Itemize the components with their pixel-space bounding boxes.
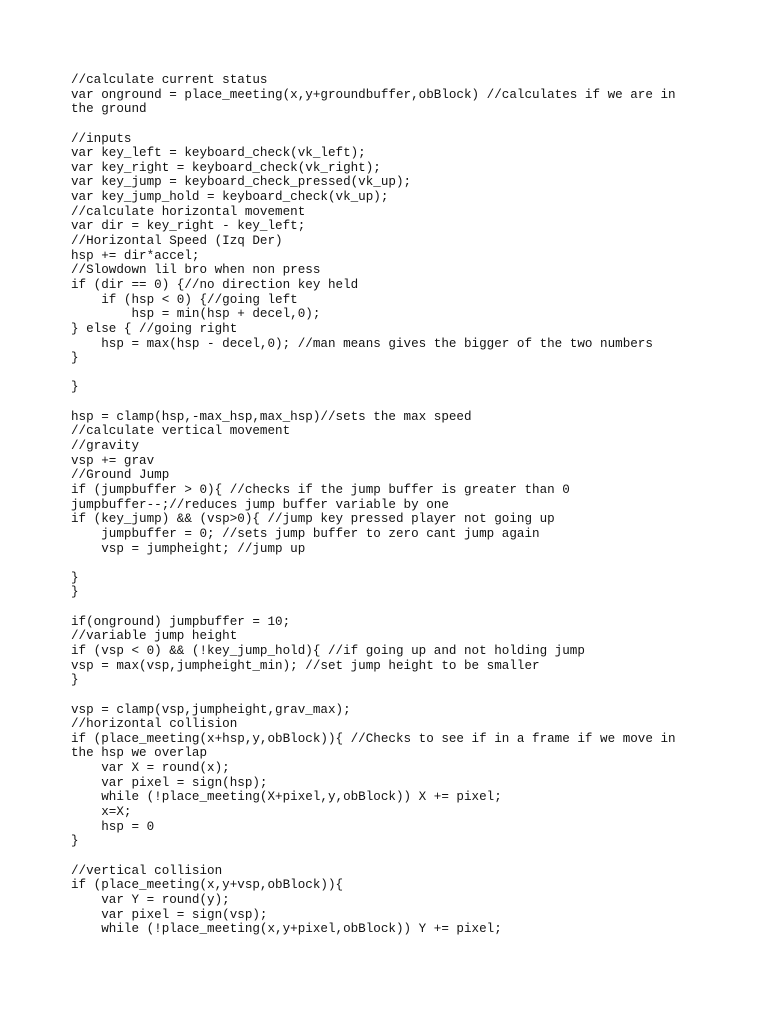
- code-line: var key_jump = keyboard_check_pressed(vk_up);: [71, 175, 412, 190]
- code-line: var pixel = sign(hsp);: [71, 775, 268, 790]
- code-line: //Horizontal Speed (Izq Der): [71, 234, 283, 249]
- code-line: while (!place_meeting(X+pixel,y,obBlock)) X += pixel;: [71, 790, 502, 805]
- code-line: [71, 849, 691, 864]
- code-line: //Slowdown lil bro when non press: [71, 263, 321, 278]
- code-line: if(onground) jumpbuffer = 10;: [71, 614, 291, 629]
- code-line: //horizontal collision: [71, 717, 238, 732]
- code-line: //vertical collision: [71, 863, 223, 878]
- code-line: [71, 688, 691, 703]
- code-listing: [71, 73, 691, 937]
- code-line: //calculate horizontal movement: [71, 204, 306, 219]
- code-line: }: [71, 351, 79, 366]
- code-line: hsp = max(hsp - decel,0); //man means gives the bigger of the two numbers: [71, 336, 653, 351]
- code-line: }: [71, 585, 79, 600]
- code-line: [71, 366, 691, 381]
- code-line: //calculate current status: [71, 73, 268, 87]
- code-line: var key_left = keyboard_check(vk_left);: [71, 146, 366, 161]
- code-line: //gravity: [71, 439, 140, 454]
- code-line: var pixel = sign(vsp);: [71, 907, 268, 922]
- code-line: [71, 600, 691, 615]
- code-line: [71, 556, 691, 571]
- code-line: x=X;: [71, 805, 132, 820]
- code-line: jumpbuffer = 0; //sets jump buffer to zero cant jump again: [71, 526, 540, 541]
- code-line: if (key_jump) && (vsp>0){ //jump key pressed player not going up: [71, 512, 555, 527]
- code-line: if (dir == 0) {//no direction key held: [71, 277, 359, 292]
- code-line: //inputs: [71, 131, 132, 146]
- code-line: }: [71, 673, 79, 688]
- code-line: the hsp we overlap: [71, 746, 208, 761]
- code-line: var key_right = keyboard_check(vk_right);: [71, 160, 381, 175]
- code-line: }: [71, 834, 79, 849]
- code-line: if (jumpbuffer > 0){ //checks if the jump buffer is greater than 0: [71, 482, 570, 497]
- code-line: if (hsp < 0) {//going left: [71, 292, 298, 307]
- code-line: var X = round(x);: [71, 761, 230, 776]
- code-line: }: [71, 380, 79, 395]
- code-line: the ground: [71, 102, 147, 117]
- code-line: //Ground Jump: [71, 468, 170, 483]
- code-line: while (!place_meeting(x,y+pixel,obBlock)) Y += pixel;: [71, 922, 502, 937]
- code-line: hsp = min(hsp + decel,0);: [71, 307, 321, 322]
- code-line: if (place_meeting(x,y+vsp,obBlock)){: [71, 878, 344, 893]
- code-line: var onground = place_meeting(x,y+groundbuffer,obBlock) //calculates if we are in: [71, 87, 676, 102]
- code-line: vsp += grav: [71, 453, 155, 468]
- code-line: hsp = clamp(hsp,-max_hsp,max_hsp)//sets the max speed: [71, 409, 472, 424]
- code-line: [71, 395, 691, 410]
- code-line: hsp = 0: [71, 819, 155, 834]
- code-line: jumpbuffer--;//reduces jump buffer variable by one: [71, 497, 449, 512]
- code-line: var dir = key_right - key_left;: [71, 219, 306, 234]
- code-line: //variable jump height: [71, 629, 238, 644]
- code-line: [71, 117, 691, 132]
- code-line: hsp += dir*accel;: [71, 248, 200, 263]
- code-line: vsp = clamp(vsp,jumpheight,grav_max);: [71, 702, 351, 717]
- code-line: } else { //going right: [71, 321, 238, 336]
- code-line: }: [71, 570, 79, 585]
- code-line: vsp = max(vsp,jumpheight_min); //set jump height to be smaller: [71, 658, 540, 673]
- code-line: vsp = jumpheight; //jump up: [71, 541, 306, 556]
- code-line: var key_jump_hold = keyboard_check(vk_up);: [71, 190, 389, 205]
- code-line: if (vsp < 0) && (!key_jump_hold){ //if going up and not holding jump: [71, 643, 585, 658]
- code-line: var Y = round(y);: [71, 892, 230, 907]
- code-line: //calculate vertical movement: [71, 424, 291, 439]
- code-line: if (place_meeting(x+hsp,y,obBlock)){ //Checks to see if in a frame if we move in: [71, 731, 676, 746]
